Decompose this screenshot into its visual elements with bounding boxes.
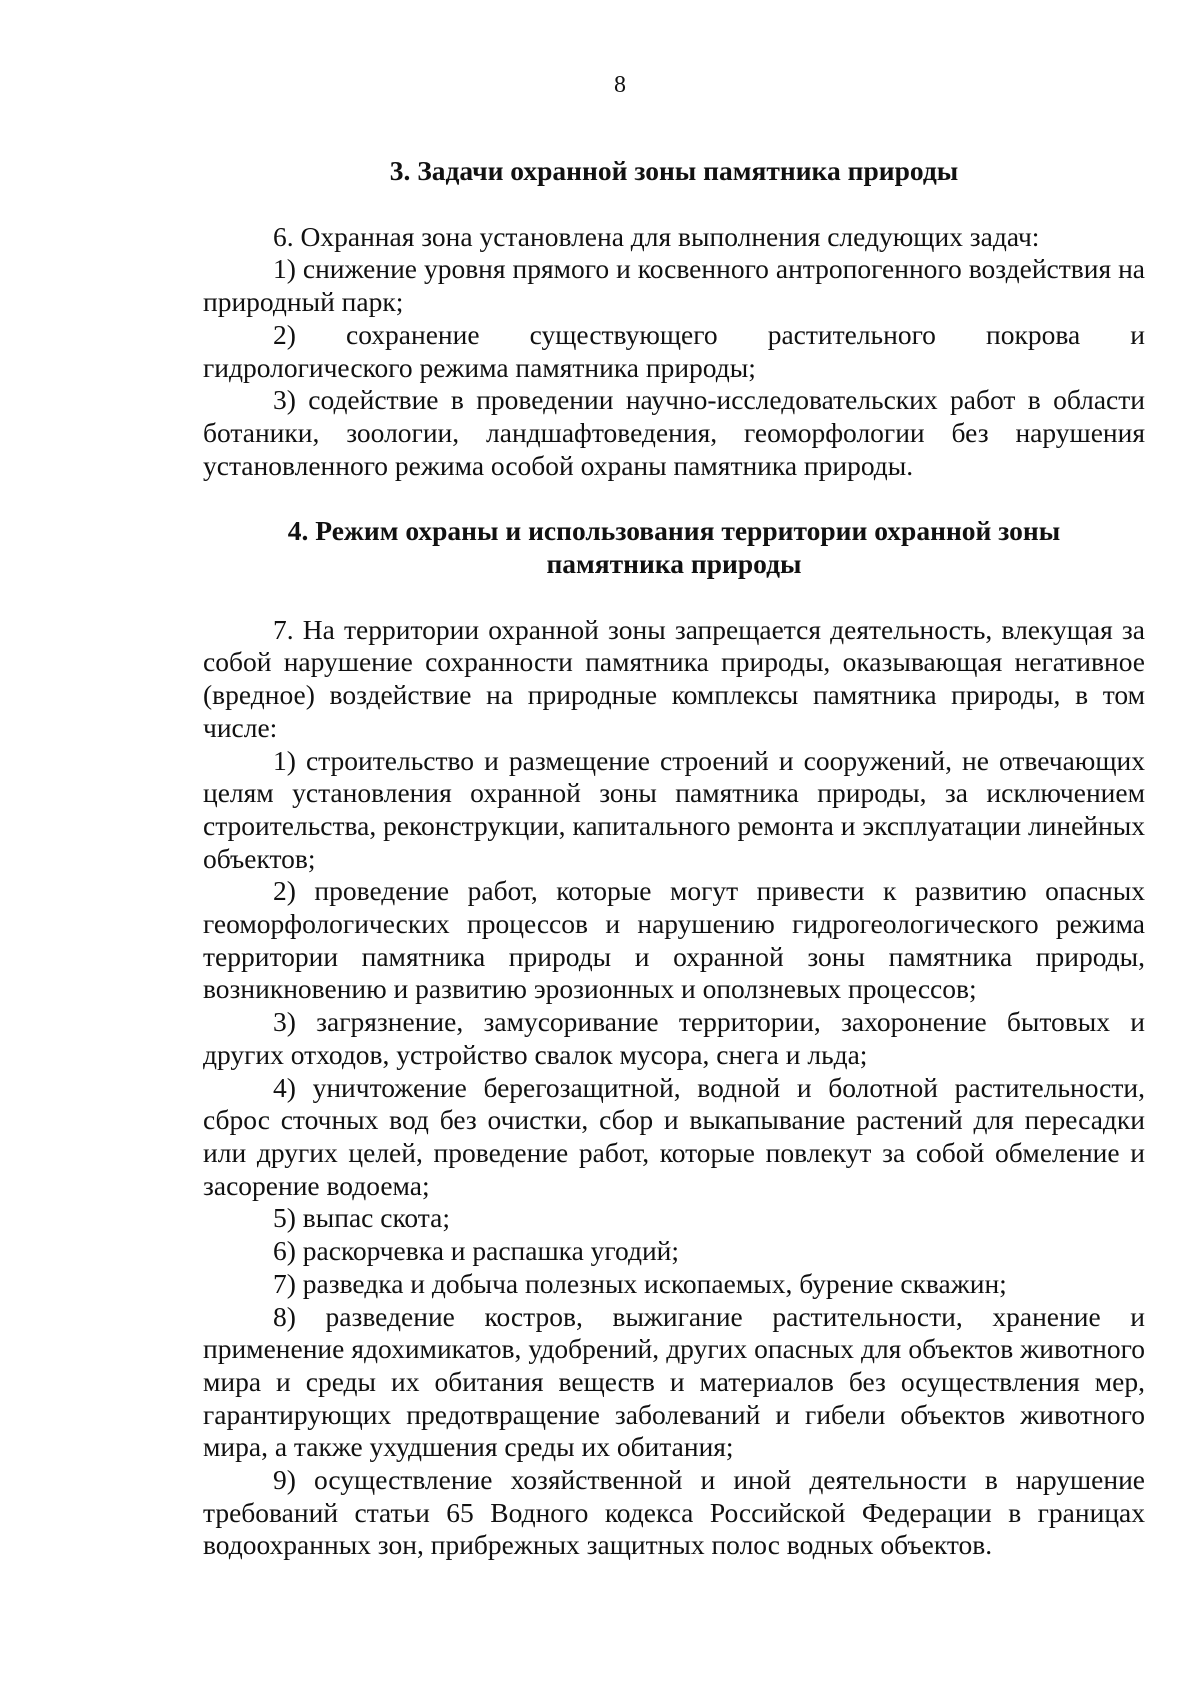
section-4-heading-line-2: памятника природы — [546, 548, 802, 580]
page-number: 8 — [614, 72, 626, 98]
section-3-heading: 3. Задачи охранной зоны памятника природы — [389, 155, 959, 186]
prohibition-item-3: 3) загрязнение, замусоривание территории, захоронение бытовых и других отходов, устройство свалок мусора, снега и льда; — [203, 1006, 1145, 1070]
prohibition-item-4: 4) уничтожение берегозащитной, водной и болотной растительности, сброс сточных вод без очистки, сбор и выкапывание растений для пересадки или других целей, проведение работ, которые повлекут за собой обмеление и засорение водоема; — [203, 1071, 1145, 1201]
prohibition-item-9: 9) осуществление хозяйственной и иной деятельности в нарушение требований статьи 65 Водного кодекса Российской Федерации в границах водоохранных зон, прибрежных защитных полос водных объектов. — [203, 1464, 1145, 1561]
task-item-2: 2) сохранение существующего растительного покрова и гидрологического режима памятника природы; — [203, 318, 1145, 383]
prohibition-item-7: 7) разведка и добыча полезных ископаемых, бурение скважин; — [273, 1267, 1007, 1299]
prohibition-item-6: 6) раскорчевка и распашка угодий; — [273, 1235, 680, 1267]
section-4-body — [203, 614, 1145, 1562]
prohibition-item-2: 2) проведение работ, которые могут привести к развитию опасных геоморфологических процессов и нарушению гидрогеологического режима территории памятника природы и охранной зоны памятника природы, возникновению и развитию эрозионных и оползневых процессов; — [203, 875, 1145, 1005]
document-body — [203, 155, 1145, 1562]
paragraph-7: 7. На территории охранной зоны запрещается деятельность, влекущая за собой нарушение сохранности памятника природы, оказывающая негативное (вредное) воздействие на природные комплексы памятника природы, в том числе: — [203, 613, 1145, 743]
section-4-heading — [203, 515, 1145, 580]
section-4-heading-line-1: 4. Режим охраны и использования территории охранной зоны — [287, 515, 1061, 547]
prohibition-item-5: 5) выпас скота; — [273, 1202, 451, 1234]
prohibition-item-8: 8) разведение костров, выжигание растительности, хранение и применение ядохимикатов, удобрений, других опасных для объектов животного мира и среды их обитания веществ и материалов без осуществления мер, гарантирующих предотвращение заболеваний и гибели объектов животного мира, а также ухудшения среды их обитания; — [203, 1300, 1145, 1463]
paragraph-6: 6. Охранная зона установлена для выполнения следующих задач: — [273, 220, 1040, 252]
section-3-body — [203, 221, 1145, 483]
task-item-3: 3) содействие в проведении научно-исследовательских работ в области ботаники, зоологии, ландшафтоведения, геоморфологии без нарушения установленного режима особой охраны памятника природы. — [203, 384, 1145, 481]
prohibition-item-1: 1) строительство и размещение строений и сооружений, не отвечающих целям установления охранной зоны памятника природы, за исключением строительства, реконструкции, капитального ремонта и эксплуатации линейных объектов; — [203, 744, 1145, 874]
task-item-1: 1) снижение уровня прямого и косвенного антропогенного воздействия на природный парк; — [203, 253, 1145, 318]
